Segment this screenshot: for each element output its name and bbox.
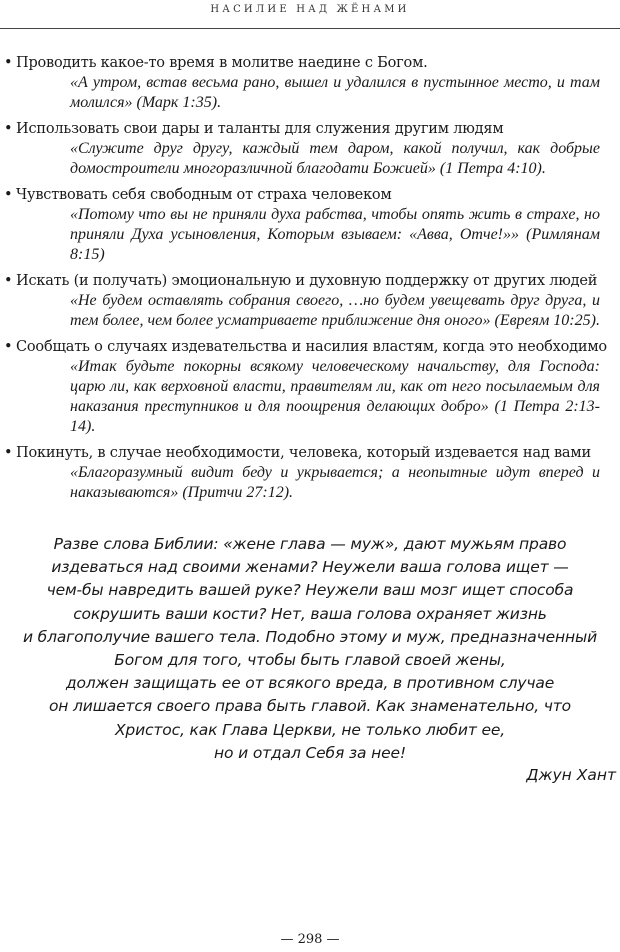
- bullet-text: Проводить какое-то время в молитве наедине с Богом.: [16, 55, 428, 71]
- bullet-icon: •: [4, 273, 13, 289]
- epigraph-line: Богом для того, чтобы быть главой своей жены,: [114, 651, 506, 670]
- epigraph-line: Христос, как Глава Церкви, не только любит ее,: [114, 720, 506, 739]
- epigraph-line: он лишается своего права быть главой. Как знаменательно, что: [48, 697, 572, 716]
- epigraph-line: сокрушить ваши кости? Нет, ваша голова охраняет жизнь: [73, 604, 547, 623]
- list-item: [4, 119, 618, 179]
- bullet-icon: •: [4, 339, 13, 355]
- list-item: [4, 337, 618, 437]
- epigraph-line: издеваться над своими женами? Неужели ваша голова ищет —: [51, 558, 569, 577]
- list-item: [4, 443, 618, 503]
- header-divider: [0, 28, 620, 29]
- bullet-icon: •: [4, 445, 13, 461]
- page-number: — 298 —: [280, 932, 340, 947]
- scripture-quote: «А утром, встав весьма рано, вышел и удалился в пустынное место, и там молился» (Марк 1:35).: [70, 74, 600, 111]
- list-item: [4, 53, 618, 113]
- bullet-text: Сообщать о случаях издевательства и насилия властям, когда это необходимо: [16, 339, 607, 355]
- epigraph-line: но и отдал Себя за нее!: [214, 743, 406, 762]
- epigraph-line: чем-бы навредить вашей руке? Неужели ваш мозг ищет способа: [46, 581, 574, 600]
- bullet-icon: •: [4, 121, 13, 137]
- scripture-quote: «Итак будьте покорны всякому человеческому начальству, для Господа: царю ли, как верховной власти, правителям ли, как от него посылаемым для наказания преступников и для поощрения делающих добро» (1 Петра 2:13-14).: [70, 358, 600, 435]
- bullet-list: [4, 53, 618, 509]
- epigraph-author: Джун Хант: [526, 766, 616, 784]
- bullet-text: Чувствовать себя свободным от страха человеком: [16, 187, 392, 203]
- epigraph-line: должен защищать ее от всякого вреда, в противном случае: [65, 674, 555, 693]
- running-head: НАСИЛИЕ НАД ЖЁНАМИ: [210, 4, 410, 15]
- bullet-text: Использовать свои дары и таланты для служения другим людям: [16, 121, 504, 137]
- bullet-text: Покинуть, в случае необходимости, человека, который издевается над вами: [16, 445, 591, 461]
- scripture-quote: «Благоразумный видит беду и укрывается; а неопытные идут вперед и наказываются» (Притчи 27:12).: [70, 464, 600, 501]
- bullet-icon: •: [4, 187, 13, 203]
- scripture-quote: «Потому что вы не приняли духа рабства, чтобы опять жить в страхе, но приняли Духа усыновления, Которым взываем: «Авва, Отче!»» (Римлянам 8:15): [70, 206, 600, 263]
- epigraph-line: Разве слова Библии: «жене глава — муж», дают мужьям право: [53, 535, 567, 553]
- scripture-quote: «Не будем оставлять собрания своего, …но будем увещевать друг друга, и тем более, чем более усматриваете приближение дня оного» (Евреям 10:25).: [70, 292, 600, 329]
- bullet-text: Искать (и получать) эмоциональную и духовную поддержку от других людей: [16, 273, 598, 289]
- epigraph: [0, 533, 620, 765]
- scripture-quote: «Служите друг другу, каждый тем даром, какой получил, как добрые домостроители многоразличной благодати Божией» (1 Петра 4:10).: [70, 140, 600, 177]
- list-item: [4, 185, 618, 265]
- list-item: [4, 271, 618, 331]
- bullet-icon: •: [4, 55, 13, 71]
- epigraph-line: и благополучие вашего тела. Подобно этому и муж, предназначенный: [22, 627, 598, 646]
